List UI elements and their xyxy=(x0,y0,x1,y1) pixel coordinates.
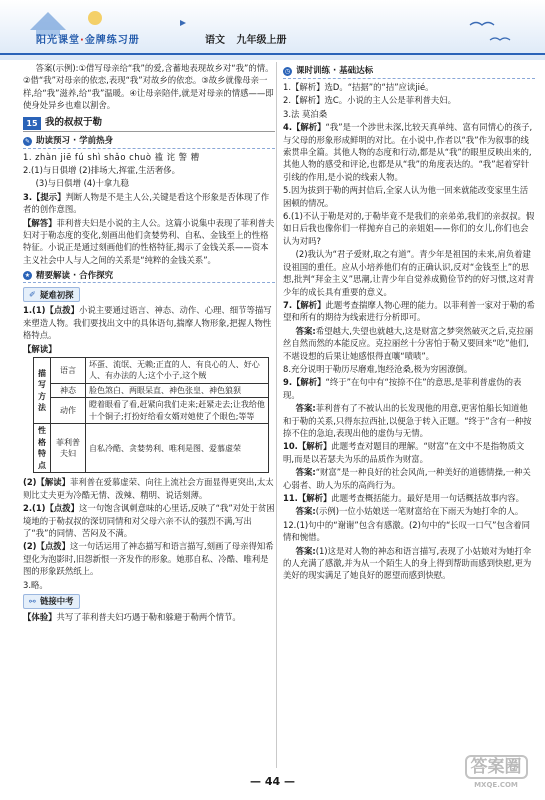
section-band-practice: ◷ 课时训练 · 基础达标 xyxy=(283,65,535,79)
answer-paragraph: 答案:菲利普有了不被认出的长发现他的用意,更害怕船长知道他和于勒的关系,只得东拉西扯,以便急于转入正题。“终于”含有一种按捺不住的急迫,表现出他的虚伪与无情。 xyxy=(283,403,532,438)
answer-paragraph: 5.因为拔到于勒的两封信后,全家人认为他一回来就能改变家里生活困顿的情况。 xyxy=(283,185,529,208)
table-row: 描写方法 语言 坏蛋、流氓、无赖;正直的人、有良心的人、好心人、有办法的人;这个小子,这个贼 xyxy=(34,357,269,383)
answer-line: 1.【解析】选D。“拮据”的“拮”应读jié。 xyxy=(283,82,434,92)
answer-paragraph: 6.(1)不认于勒是对的,于勒毕竟不是我们的亲弟弟,我们的亲叔叔。假如日后我也像你们一样抛弃自己的亲姐姐——你们的女儿,你们也会认为对吗? xyxy=(283,211,535,246)
subsection-label: ⚯ 链接中考 xyxy=(23,594,80,609)
answer-paragraph: 11.【解析】此题考查概括能力。最好是用一句话概括故事内容。 xyxy=(283,493,524,503)
subsection-label: ✐ 疑难初探 xyxy=(23,287,80,302)
table-cell: 脸色煞白、两眼呆直、神色张皇、神色狼狈 xyxy=(86,383,269,398)
answer-paragraph: 2.(1)【点拨】这一句饱含讽刺意味的心里话,反映了“我”对处于贫困境地的于勒叔叔的深切同情和对父母六亲不认的强烈不满,写出了“我”的同情、苦闷及不满。 xyxy=(23,503,275,539)
pencil-icon: ✐ xyxy=(29,289,36,299)
answer-paragraph: 答案:希望越大,失望也就越大,这是财富之梦突然破灭之后,克拉丽丝自然而然的本能反应。克拉丽丝十分害怕于勒又要回来“吃”他们,不堪设想的后果让她感恨得直嚷“啧啧”。 xyxy=(283,325,534,361)
answer-line: (3)与日俱增 (4)十拿九稳 xyxy=(35,178,129,189)
column-divider xyxy=(276,62,277,768)
brand-title: 阳光课堂·金牌练习册 xyxy=(36,35,140,46)
answer-line: 3.略。 xyxy=(23,579,48,590)
answer-line: 2.(1)与日俱增 (2)排场大,挥霍,生活奢侈。 xyxy=(23,165,180,176)
lesson-heading xyxy=(23,116,275,132)
link-icon: ⚯ xyxy=(29,596,36,606)
answer-paragraph: 答案:(1)这是对人物的神态和语言描写,表现了小姑娘对为她打伞的人充满了感激,并为从一个陌生人的身上得到帮助而感到快慰,更为美好的现实满足了她良好的愿望而感到快慰。 xyxy=(283,545,532,581)
left-column xyxy=(23,62,275,624)
clock-icon: ◷ xyxy=(284,68,291,75)
answer-tag: 【解读】 xyxy=(23,343,57,354)
book-icon: ✎ xyxy=(24,137,31,145)
section-band-explore: ★ 精要解读 · 合作探究 xyxy=(23,269,275,283)
sun-icon xyxy=(88,11,102,25)
answer-paragraph: 9.【解析】“终于”在句中有“按捺不住”的意思,是菲利普虚伪的表现。 xyxy=(283,377,522,400)
answer-line: 8.充分说明于勒历尽磨难,饱经沧桑,极为穷困潦倒。 xyxy=(283,363,473,374)
answer-paragraph: 10.【解析】此题考查对题目的理解。“财富”在文中不是指物质文明,而是以若瑟夫为乐的品质作为财富。 xyxy=(283,441,525,464)
lesson-number: 15 xyxy=(23,117,41,130)
lesson-title: 我的叔叔于勒 xyxy=(45,116,103,128)
right-column xyxy=(283,62,535,583)
answer-paragraph: 答案:“财富”是一种良好的社会风尚,一种美好的道德情操,一种关心弱者、助人为乐的高尚行为。 xyxy=(283,467,531,490)
watermark-logo: 答案圈 MXQE.COM xyxy=(450,755,542,795)
answer-paragraph: (2)【解读】菲利普在爱慕虚荣、向往上流社会方面显得更突出,太太则比丈夫更为冷酷无情、泼辣、精明、说话刻薄。 xyxy=(23,477,274,500)
table-cell: 自私冷酷、贪婪势利、唯利是图、爱慕虚荣 xyxy=(86,424,269,473)
analysis-table xyxy=(33,357,269,474)
table-group-label: 性格特点 xyxy=(34,424,51,473)
answer-line: 2.【解析】选C。小说的主人公是菲利普夫妇。 xyxy=(283,95,456,106)
answer-paragraph: (2)【点拨】这一句话运用了神态描写和语言描写,刻画了母亲得知希望化为泡影时,旧怨新恨一齐发作的形象。她那自私、冷酷、唯利是图的形象跃然纸上。 xyxy=(23,541,274,577)
answer-paragraph: 7.【解析】此题考查揣摩人物心理的能力。以菲利普一家对于勒的希望和所有的期待为线索进行分析即可。 xyxy=(283,299,535,323)
answer-paragraph: 答案(示例):①借写母亲给“我”的爱,含蓄地表现故乡对“我”的情。②借“我”对母亲的依恋,表现“我”对故乡的依恋。③故乡就像母亲一样,给“我”滋养,给“我”温暖。④让母亲陪伴,就是对母亲的情感——即使身处异乡也难以割舍。 xyxy=(23,63,274,111)
answer-paragraph: 3.【提示】判断人物是不是主人公,关键是看这个形象是否体现了作者的创作意图。 xyxy=(23,191,270,215)
grade-label: 九年级上册 xyxy=(236,35,287,46)
subject-label: 语文 xyxy=(205,35,225,46)
table-cell: 瞪着眼看了看,赶紧向我们走来;赶紧走去;让我给他十个铜子;打扮好给看女婿对她使了个眼色;等等 xyxy=(86,398,269,424)
answer-paragraph: 12.(1)句中的“谢谢”包含有感激。(2)句中的“长叹一口气”包含着同情和惋惜。 xyxy=(283,519,531,543)
answer-paragraph: (2)我认为“君子爱财,取之有道”。青少年是祖国的未来,肩负着建设祖国的重任。应从小培养他们有的正确认识,反对“金钱至上”的思想,批判“拜金主义”思潮,让青少年自觉养成勤俭节约的好习惯,这对青少年的成长具有重要的意义。 xyxy=(283,249,535,297)
answer-line: 3.法 莫泊桑 xyxy=(283,108,328,119)
table-cell: 坏蛋、流氓、无赖;正直的人、有良心的人、好心人、有办法的人;这个小子,这个贼 xyxy=(86,357,269,383)
answer-paragraph: 【体验】共写了菲利普夫妇巧遇于勒和躲避于勒两个情节。 xyxy=(23,612,241,623)
answer-paragraph: 1.(1)【点拨】小说主要通过语言、神态、动作、心理、细节等描写来塑造人物。我们要找出文中的具体语句,揣摩人物形象,把握人物性格特点。 xyxy=(23,305,272,341)
table-row: 性格特点 菲利普夫妇 自私冷酷、贪婪势利、唯利是图、爱慕虚荣 xyxy=(34,424,269,473)
answer-paragraph: 答案:(示例)一位小姑娘送一笔财富给在下雨天为她打伞的人。 xyxy=(295,506,524,517)
table-row: 神态 脸色煞白、两眼呆直、神色张皇、神色狼狈 xyxy=(34,383,269,398)
section-band-preview: ✎ 助读预习 · 学前热身 xyxy=(23,135,275,149)
table-group-label: 描写方法 xyxy=(34,357,51,424)
table-row: 动作 瞪着眼看了看,赶紧向我们走来;赶紧走去;让我给他十个铜子;打扮好给看女婿对她使了个眼色;等等 xyxy=(34,398,269,424)
answer-paragraph: 4.【解析】“我”是一个涉世未深,比较天真单纯、富有同情心的孩子,与父母的形象形成鲜明的对比。在小说中,作者以“我”作为叙事的线索贯串全篇。其他人物的态度和行动,都是从“我”的眼里反映出来的,其他人物的感受和评论,也都是从“我”的角度表达的。“我”起着穿针引线的作用,是小说的线索人物。 xyxy=(283,122,533,182)
answer-paragraph: 【解答】菲利普夫妇是小说的主人公。这篇小说集中表现了菲利普夫妇对于勒态度的变化,刻画出他们贪婪势利、自私、金钱至上的性格特征。小说正是通过刻画他们的性格特征,揭示了金钱关系——资本主义社会中人与人之间的关系是“纯粹的金钱关系”。 xyxy=(23,217,275,265)
star-icon: ★ xyxy=(24,272,31,280)
header-info xyxy=(205,35,294,47)
pinyin-line: 1. zhàn jiē fú shì shǎo chuò 褴 诧 警 糟 xyxy=(23,151,200,162)
page-number: — 44 — xyxy=(250,775,295,788)
